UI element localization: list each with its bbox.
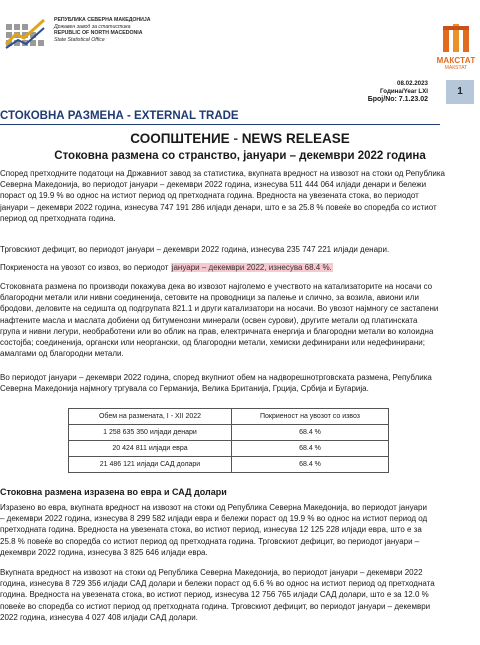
- org-line: State Statistical Office: [54, 36, 105, 43]
- text-line: Според претходните податоци на Државниот завод за статистика, вкупната вредност на извозот на стоки од Република: [0, 169, 445, 178]
- text-line: година. Вредноста на увезената стока, во истиот период, изнесува 12 756 765 илјади САД долари, што е за 12.0 %: [0, 590, 429, 600]
- text-line: декември 2022 година, изнесува 3 825 646 илјади евра.: [0, 547, 208, 557]
- release-number: Број/No: 7.1.23.02: [367, 96, 428, 104]
- paragraph-coverage: [0, 262, 480, 273]
- org-line: REPUBLIC OF NORTH MACEDONIA: [54, 30, 143, 37]
- text-line: нафтените масла и маслата добиени од битуменозни минерали (освен сурови), другите метали од платинската: [0, 315, 418, 325]
- subsection-title: Стоковна размена изразена во евра и САД долари: [0, 487, 227, 497]
- release-date: 08.02.2023: [397, 80, 428, 87]
- table-cell: 68.4 %: [232, 457, 389, 473]
- org-line: Државен завод за статистика: [54, 23, 131, 30]
- text-line: благородни метали или нивни соединенија, сетовите на проводници за палење и слично, за возила, авиони или: [0, 293, 419, 303]
- paragraph-products: [0, 281, 480, 359]
- table-cell: 20 424 811 илјади евра: [69, 441, 232, 457]
- text-line: состојба; соединенија, органски или неоргански, од благородни метали, хемиски дефинирани или недефинирани;: [0, 338, 425, 348]
- release-subtitle: Стоковна размена со странство, јануари – декември 2022 година: [54, 150, 426, 162]
- text-line: Трговскиот дефицит, во периодот јануари – декември 2022 година, изнесува 235 747 221 илјади денари.: [0, 245, 390, 254]
- coverage-text: Покриеноста на увозот со извоз, во периодот: [0, 263, 171, 272]
- release-meta: [368, 80, 428, 105]
- table-row: [69, 425, 389, 441]
- release-title-mk: СООПШТЕНИЕ: [130, 131, 230, 146]
- table-header-cell: Обем на размената, I - XII 2022: [69, 409, 232, 425]
- text-line: Изразено во евра, вкупната вредност на извозот на стоки од Република Северна Македонија, во периодот јануари: [0, 503, 427, 512]
- text-line: Северна Македонија, во периодот јануари – декември 2022 година, изнесува 511 444 064 илјади денари и бележи: [0, 180, 427, 190]
- table-cell: 68.4 %: [232, 441, 389, 457]
- paragraph-usd: [0, 567, 480, 623]
- text-line: Во периодот јануари – декември 2022 година, според вкупниот обем на надворешнотрговската размена, Република: [0, 373, 432, 382]
- table-row: [69, 441, 389, 457]
- text-line: 25.8 % повеќе во споредба со истиот период од претходната година. Трговскиот дефицит, во периодот јануари –: [0, 536, 420, 546]
- text-line: Стоковната размена по производи покажува дека во извозот најголемо е учеството на катализаторите на носачи со: [0, 282, 433, 291]
- release-title: [0, 131, 480, 146]
- text-line: бродови, деловите на седишта од подгрупата 821.1 и други катализатори на носачи. Во увозот најмногу се застапени: [0, 304, 439, 314]
- text-line: повеќе во споредба со истиот период од претходната година. Трговскиот дефицит, во периодот јануари – декември: [0, 601, 431, 611]
- table-row: [69, 457, 389, 473]
- text-line: период од претходната година.: [0, 213, 116, 223]
- table-cell: 21 486 121 илјади САД долари: [69, 457, 232, 473]
- release-year: Година/Year LXI: [380, 88, 428, 96]
- brand-name: МАКСТАТ: [436, 56, 476, 65]
- text-line: – декември 2022 година, изнесува 8 299 582 илјади евра и бележи пораст од 19.9 % во однос на истиот период од: [0, 514, 428, 524]
- makstat-logo: [436, 24, 476, 72]
- organization-name: [54, 17, 151, 43]
- org-line: РЕПУБЛИКА СЕВЕРНА МАКЕДОНИЈА: [54, 17, 151, 23]
- text-line: 2022 година, изнесува 4 027 408 илјади САД долари.: [0, 612, 198, 622]
- trade-summary-table: [68, 408, 389, 473]
- paragraph-euro: [0, 502, 480, 558]
- text-line: јануари – декември 2022 година, изнесува 747 191 286 илјади денари, што е за 25.8 % повеќе во споредба со истиот: [0, 202, 437, 212]
- brand-sub: МАКSTAT: [444, 65, 468, 71]
- section-title: СТОКОВНА РАЗМЕНА - EXTERNAL TRADE: [0, 110, 239, 122]
- table-header-cell: Покриеност на увозот со извоз: [232, 409, 389, 425]
- text-line: година, изнесува 8 729 356 илјади САД долари и бележи пораст од 6.6 % во однос на истиот период од претходната: [0, 579, 435, 589]
- highlighted-text: јануари – декември 2022, изнесува 68.4 %.: [171, 263, 332, 272]
- text-line: [0, 262, 480, 273]
- text-line: група и нивни легури, необработени или во облик на прав, електричната енергија и благородни метали во колоидна: [0, 326, 434, 336]
- paragraph-exports-imports: [0, 168, 480, 224]
- release-title-dash: -: [229, 131, 242, 146]
- text-line: Северна Македонија најмногу тргувала со Германија, Велика Британија, Грција, Србија и Бугарија.: [0, 384, 369, 394]
- text-line: Вкупната вредност на извозот на стоки од Република Северна Македонија, во периодот јануари – декември 2022: [0, 568, 423, 577]
- state-statistical-office-logo: [4, 14, 48, 56]
- release-title-en: NEWS RELEASE: [241, 131, 350, 146]
- table-cell: 1 258 635 350 илјади денари: [69, 425, 232, 441]
- paragraph-partners: [0, 372, 480, 394]
- paragraph-trade-deficit: [0, 244, 480, 255]
- text-line: претходната година. Вредноста на увезената стока, во истиот период, изнесува 12 125 228 илјади евра, што е за: [0, 525, 422, 535]
- table-header-row: [69, 409, 389, 425]
- text-line: пораст од 19.9 % во однос на истиот период од претходната година. Вредноста на увезената стока, во периодот: [0, 191, 419, 201]
- table-cell: 68.4 %: [232, 425, 389, 441]
- text-line: амалгами од благородни метали.: [0, 349, 124, 359]
- page-number-badge: 1: [446, 80, 474, 104]
- makstat-mark-icon: [441, 24, 471, 52]
- divider: [0, 124, 440, 125]
